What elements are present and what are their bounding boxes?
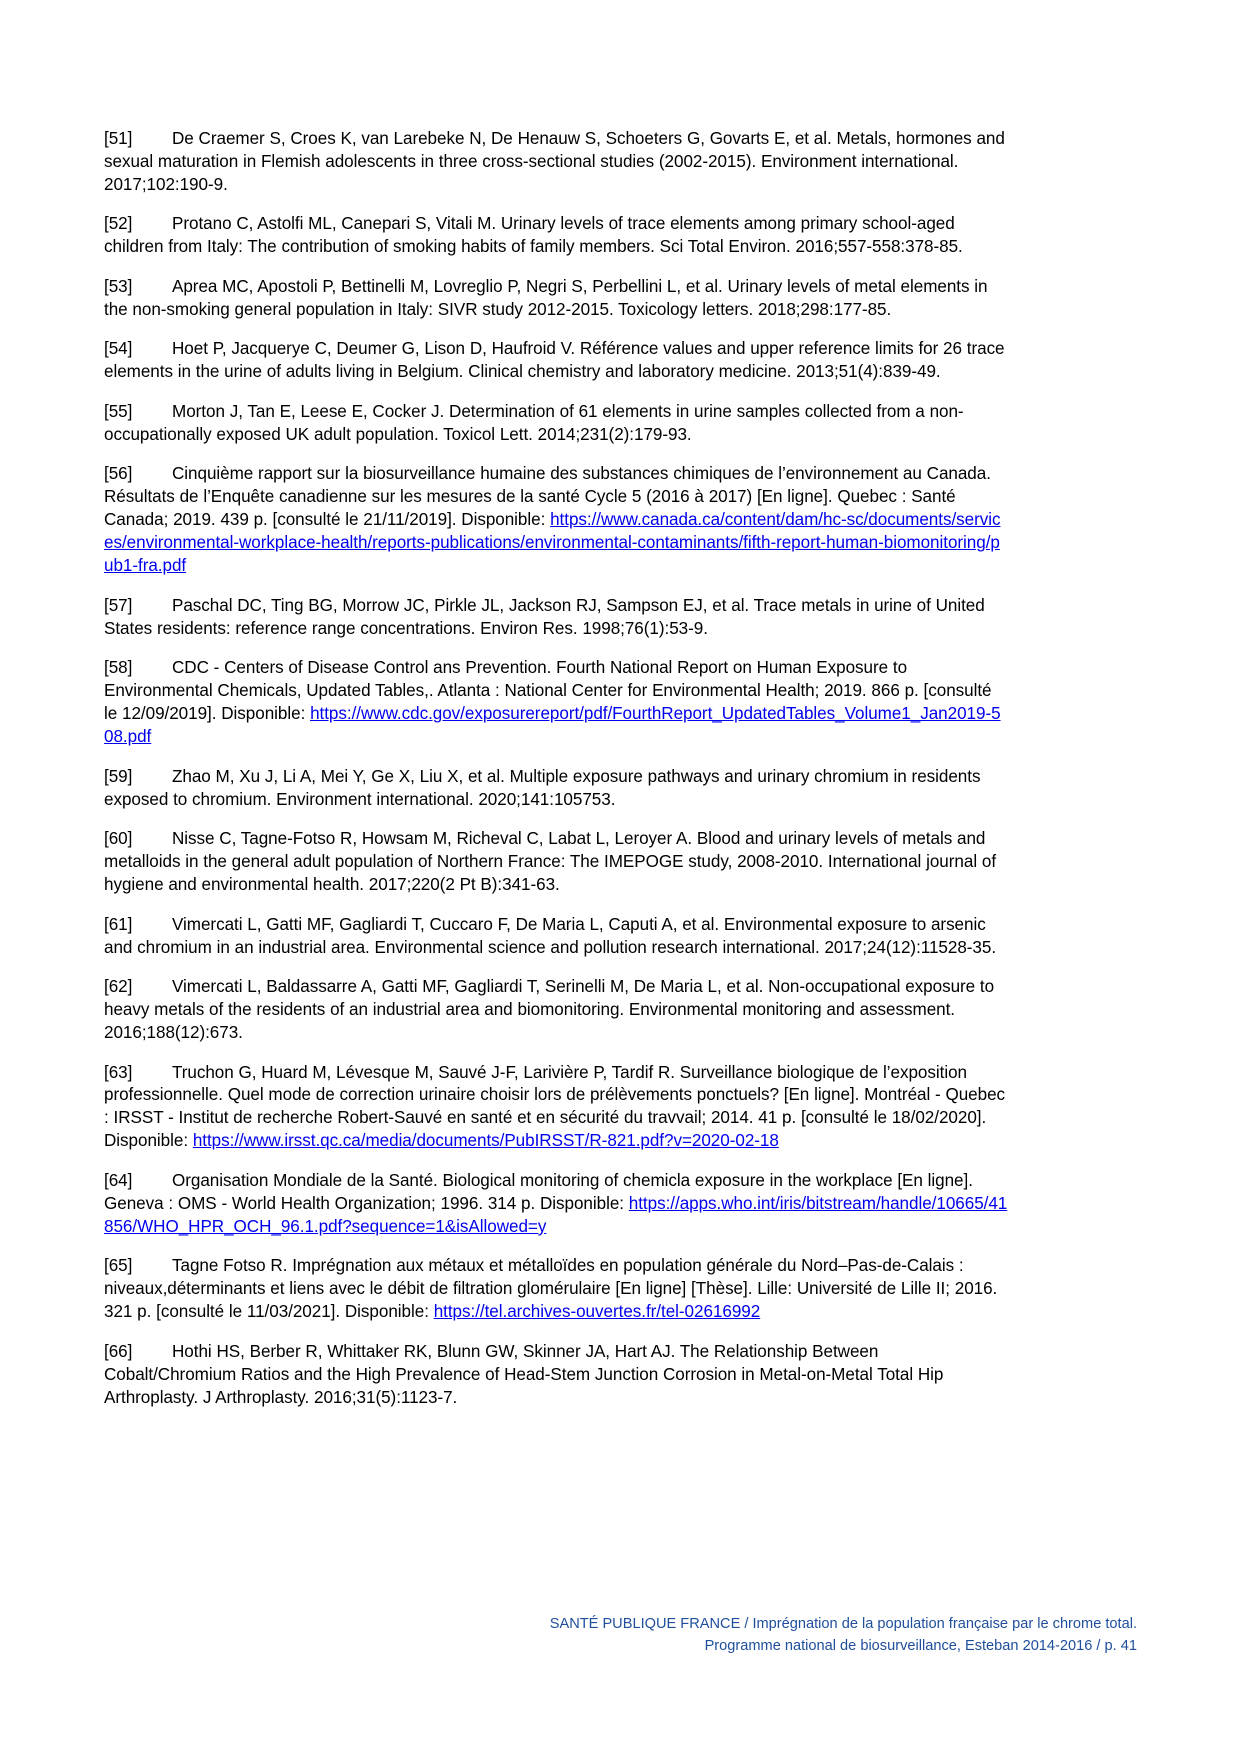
reference-number: [53] bbox=[104, 276, 133, 296]
reference-number: [66] bbox=[104, 1341, 133, 1361]
reference-text: Protano C, Astolfi ML, Canepari S, Vitali M. Urinary levels of trace elements among primary school-aged children from Italy: The contribution of smoking habits of family members. Sci Total Environ. 2016;557-558:378-85. bbox=[104, 214, 963, 257]
footer-line-1: SANTÉ PUBLIQUE FRANCE / Imprégnation de la population française par le chrome total. bbox=[549, 1616, 1137, 1633]
reference-text: Vimercati L, Baldassarre A, Gatti MF, Gagliardi T, Serinelli M, De Maria L, et al. Non-occupational exposure to heavy metals of the residents of an industrial area and biomonitoring. Environmental monitoring and assessment. 2016;188(12):673. bbox=[104, 977, 995, 1043]
reference-item-64 bbox=[104, 1170, 1009, 1239]
reference-item-65 bbox=[104, 1255, 1009, 1324]
reference-text: De Craemer S, Croes K, van Larebeke N, De Henauw S, Schoeters G, Govarts E, et al. Metals, hormones and sexual maturation in Flemish adolescents in three cross-sectional studies (2002-2015). Environment international. 2017;102:190-9. bbox=[104, 129, 1005, 194]
reference-item-60 bbox=[104, 828, 1009, 897]
reference-number: [58] bbox=[104, 658, 133, 678]
reference-text: Paschal DC, Ting BG, Morrow JC, Pirkle JL, Jackson RJ, Sampson EJ, et al. Trace metals in urine of United States residents: reference range concentrations. Environ Res. 1998;76(1):53-9. bbox=[104, 595, 985, 638]
reference-number: [56] bbox=[104, 464, 133, 484]
reference-item-66 bbox=[104, 1341, 1009, 1410]
reference-number: [63] bbox=[104, 1062, 133, 1082]
reference-number: [64] bbox=[104, 1170, 133, 1190]
reference-text: Zhao M, Xu J, Li A, Mei Y, Ge X, Liu X, et al. Multiple exposure pathways and urinary chromium in residents exposed to chromium. Environment international. 2020;141:105753. bbox=[104, 766, 981, 809]
reference-list bbox=[104, 128, 1009, 1426]
reference-item-58 bbox=[104, 657, 1009, 749]
reference-number: [59] bbox=[104, 766, 133, 786]
reference-item-57 bbox=[104, 595, 1009, 641]
reference-item-61 bbox=[104, 914, 1009, 960]
reference-item-63 bbox=[104, 1062, 1009, 1154]
reference-number: [52] bbox=[104, 214, 133, 234]
reference-number: [57] bbox=[104, 595, 133, 615]
reference-link[interactable]: https://apps.who.int/iris/bitstream/handle/10665/41856/WHO_HPR_OCH_96.1.pdf?sequence=1&isAllowed=y bbox=[104, 1193, 1008, 1236]
reference-text: Vimercati L, Gatti MF, Gagliardi T, Cuccaro F, De Maria L, Caputi A, et al. Environmental exposure to arsenic and chromium in an industrial area. Environmental science and pollution research international. 2017;24(12):11528-35. bbox=[104, 914, 997, 957]
reference-text: Organisation Mondiale de la Santé. Biological monitoring of chemicla exposure in the workplace [En ligne]. Geneva : OMS - World Health Organization; 1996. 314 p. Disponible: bbox=[104, 1170, 973, 1213]
reference-item-62 bbox=[104, 976, 1009, 1045]
reference-text: Truchon G, Huard M, Lévesque M, Sauvé J-F, Larivière P, Tardif R. Surveillance biologique de l’exposition professionnelle. Quel mode de correction urinaire choisir lors de prélèvements ponctuels? [En ligne]. Montréal - Quebec : IRSST - Institut de recherche Robert-Sauvé en santé et en sécurité du travvail; 2014. 41 p. [consulté le 18/02/2020]. Disponible: bbox=[104, 1062, 1006, 1151]
reference-text: Nisse C, Tagne-Fotso R, Howsam M, Richeval C, Labat L, Leroyer A. Blood and urinary levels of metals and metalloids in the general adult population of Northern France: The IMEPOGE study, 2008-2010. International journal of hygiene and environmental health. 2017;220(2 Pt B):341-63. bbox=[104, 829, 997, 895]
reference-item-56 bbox=[104, 463, 1009, 578]
reference-item-54 bbox=[104, 338, 1009, 384]
reference-text: CDC - Centers of Disease Control ans Prevention. Fourth National Report on Human Exposure to Environmental Chemicals, Updated Tables,. Atlanta : National Center for Environmental Health; 2019. 866 p. [consulté le 12/09/2019]. Disponible: bbox=[104, 658, 992, 724]
reference-number: [61] bbox=[104, 914, 133, 934]
reference-item-55 bbox=[104, 401, 1009, 447]
reference-link[interactable]: https://www.canada.ca/content/dam/hc-sc/documents/services/environmental-workplace-health/reports-publications/environmental-contaminants/fifth-report-human-biomonitoring/pub1-fra.pdf bbox=[104, 510, 1001, 576]
reference-text: Hoet P, Jacquerye C, Deumer G, Lison D, Haufroid V. Référence values and upper reference limits for 26 trace elements in the urine of adults living in Belgium. Clinical chemistry and laboratory medicine. 2013;51(4):839-49. bbox=[104, 339, 1005, 382]
reference-item-51 bbox=[104, 128, 1009, 197]
reference-text: Tagne Fotso R. Imprégnation aux métaux et métalloïdes en population générale du Nord–Pas-de-Calais : niveaux,déterminants et liens avec le débit de filtration glomérulaire [En ligne] [Thèse]. Lille: Université de Lille II; 2016. 321 p. [consulté le 11/03/2021]. Disponible: bbox=[104, 1256, 998, 1322]
page-footer bbox=[232, 1614, 1137, 1658]
reference-number: [54] bbox=[104, 339, 133, 359]
reference-link[interactable]: https://www.irsst.qc.ca/media/documents/PubIRSST/R-821.pdf?v=2020-02-18 bbox=[192, 1131, 779, 1151]
reference-text: Aprea MC, Apostoli P, Bettinelli M, Lovreglio P, Negri S, Perbellini L, et al. Urinary levels of metal elements in the non-smoking general population in Italy: SIVR study 2012-2015. Toxicology letters. 2018;298:177-85. bbox=[104, 276, 988, 319]
reference-text: Morton J, Tan E, Leese E, Cocker J. Determination of 61 elements in urine samples collected from a non-occupationally exposed UK adult population. Toxicol Lett. 2014;231(2):179-93. bbox=[104, 401, 964, 444]
reference-link[interactable]: https://www.cdc.gov/exposurereport/pdf/FourthReport_UpdatedTables_Volume1_Jan2019-508.pdf bbox=[104, 704, 1001, 747]
reference-link[interactable]: https://tel.archives-ouvertes.fr/tel-02616992 bbox=[433, 1302, 761, 1322]
reference-item-59 bbox=[104, 766, 1009, 812]
reference-number: [55] bbox=[104, 401, 133, 421]
footer-line-2: Programme national de biosurveillance, Esteban 2014-2016 / p. 41 bbox=[704, 1638, 1137, 1655]
reference-text: Cinquième rapport sur la biosurveillance humaine des substances chimiques de l’environnement au Canada. Résultats de l’Enquête canadienne sur les mesures de la santé Cycle 5 (2016 à 2017) [En ligne]. Quebec : Santé Canada; 2019. 439 p. [consulté le 21/11/2019]. Disponible: bbox=[104, 464, 991, 530]
reference-number: [60] bbox=[104, 829, 133, 849]
reference-item-53 bbox=[104, 276, 1009, 322]
reference-item-52 bbox=[104, 213, 1009, 259]
reference-number: [65] bbox=[104, 1256, 133, 1276]
reference-text: Hothi HS, Berber R, Whittaker RK, Blunn GW, Skinner JA, Hart AJ. The Relationship Between Cobalt/Chromium Ratios and the High Prevalence of Head-Stem Junction Corrosion in Metal-on-Metal Total Hip Arthroplasty. J Arthroplasty. 2016;31(5):1123-7. bbox=[104, 1341, 944, 1407]
reference-number: [62] bbox=[104, 977, 133, 997]
reference-number: [51] bbox=[104, 129, 133, 148]
